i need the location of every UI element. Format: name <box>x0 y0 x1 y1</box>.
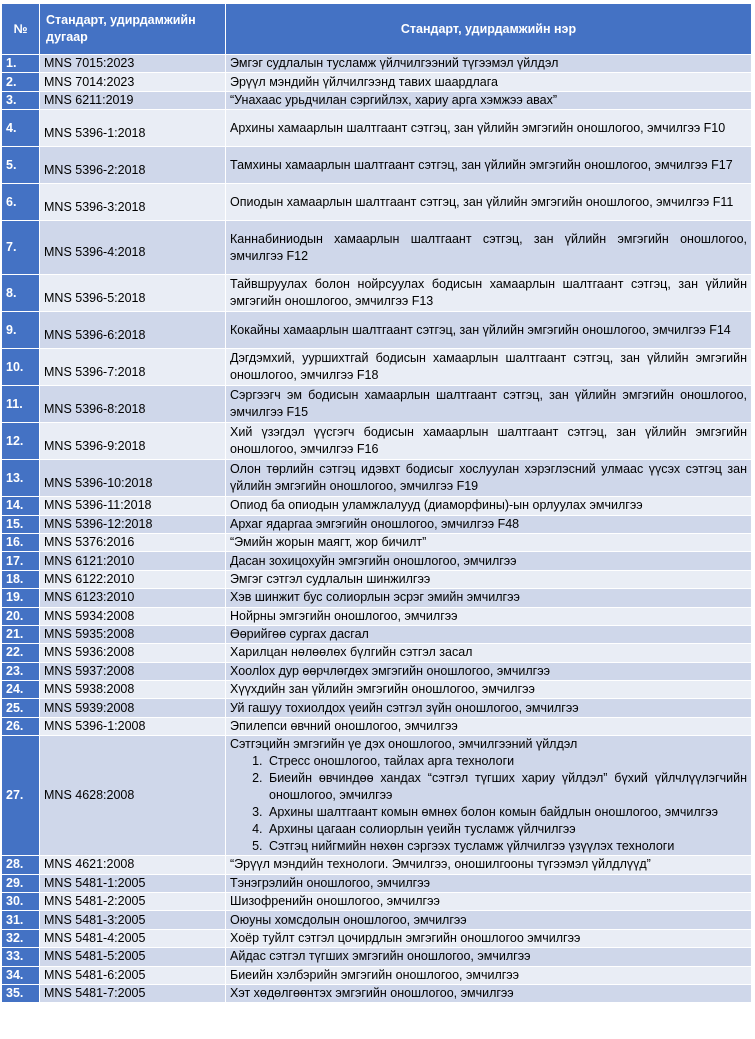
table-row <box>2 184 752 221</box>
standard-name: Эрүүл мэндийн үйлчилгээнд тавих шаардлага <box>230 74 498 89</box>
table-row <box>2 73 752 91</box>
header-standard-code: Стандарт, удирдамжийн дугаар <box>40 4 226 55</box>
standard-code: MNS 5481-1:2005 <box>40 874 226 892</box>
standard-code: MNS 5396-1:2008 <box>40 717 226 735</box>
standard-name: Эмгэг сэтгэл судлалын шинжилгээ <box>230 571 431 586</box>
row-number: 31. <box>2 911 40 929</box>
standard-code: MNS 5396-6:2018 <box>40 312 226 349</box>
standard-name-cell <box>226 147 752 184</box>
table-header-row <box>2 4 752 55</box>
row-number: 7. <box>2 221 40 275</box>
standard-code: MNS 5396-1:2018 <box>40 110 226 147</box>
standard-name: Хий үзэгдэл үүсгэгч бодисын хамаарлын шалтгаант сэтгэц, зан үйлийн эмгэгийн оношлогоо, эмчилгээ F16 <box>230 425 747 457</box>
row-number: 33. <box>2 948 40 966</box>
standard-name: Архаг ядаргаа эмгэгийн оношлогоо, эмчилгээ F48 <box>230 516 520 531</box>
standard-name-cell <box>226 552 752 570</box>
standard-name-cell <box>226 644 752 662</box>
table-row <box>2 533 752 551</box>
table-row <box>2 874 752 892</box>
row-number: 18. <box>2 570 40 588</box>
standard-name-cell <box>226 275 752 312</box>
standard-code: MNS 5481-2:2005 <box>40 893 226 911</box>
row-number: 11. <box>2 386 40 423</box>
standard-name: Өөрийгөө сургах дасгал <box>230 627 369 642</box>
standard-name: Опиод ба опиодын уламжлалууд (диаморфины)-ын орлуулах эмчилгээ <box>230 498 643 513</box>
standard-name: Хоёр туйлт сэтгэл цочирдлын эмгэгийн оношлогоо эмчилгээ <box>230 931 581 945</box>
row-number: 19. <box>2 589 40 607</box>
standard-code: MNS 5396-11:2018 <box>40 497 226 515</box>
standard-name: Хэт хөдөлгөөнтэх эмгэгийн оношлогоо, эмчилгээ <box>230 986 514 1001</box>
sub-item: 2. Биеийн өвчиндөө хандах “сэтгэл түгших хариу үйлдэл” бүхий үйлчлүүлэгчийн оношлогоо, эмчилгээ <box>266 770 747 804</box>
table-row <box>2 607 752 625</box>
standard-name-cell <box>226 386 752 423</box>
standard-name-cell <box>226 625 752 643</box>
standard-name-cell <box>226 533 752 551</box>
table-row <box>2 736 752 856</box>
row-number: 32. <box>2 929 40 947</box>
standard-name: Нойрны эмгэгийн оношлогоо, эмчилгээ <box>230 608 458 623</box>
table-row <box>2 312 752 349</box>
standard-code: MNS 5376:2016 <box>40 533 226 551</box>
standard-name-cell <box>226 662 752 680</box>
standard-name-cell <box>226 423 752 460</box>
standard-name: Архины хамаарлын шалтгаант сэтгэц, зан үйлийн эмгэгийн оношлогоо, эмчилгээ F10 <box>230 120 726 135</box>
standard-code: MNS 5481-3:2005 <box>40 911 226 929</box>
table-body <box>2 55 752 1003</box>
standard-name: Хүүхдийн зан үйлийн эмгэгийн оношлогоо, эмчилгээ <box>230 682 535 697</box>
row-number: 9. <box>2 312 40 349</box>
table-row <box>2 386 752 423</box>
sub-item: 1. Стресс оношлогоо, тайлах арга технологи <box>266 753 747 770</box>
standard-name: Айдас сэтгэл түгших эмгэгийн оношлогоо, эмчилгээ <box>230 949 531 964</box>
row-number: 2. <box>2 73 40 91</box>
standard-name-cell <box>226 515 752 533</box>
standard-code: MNS 5396-4:2018 <box>40 221 226 275</box>
standard-name-cell <box>226 460 752 497</box>
table-row <box>2 589 752 607</box>
standard-name-cell <box>226 966 752 984</box>
standard-name: Биеийн хэлбэрийн эмгэгийн оношлогоо, эмчилгээ <box>230 967 520 982</box>
table-row <box>2 110 752 147</box>
standard-name-cell <box>226 874 752 892</box>
standard-name: Опиодын хамаарлын шалтгаант сэтгэц, зан үйлийн эмгэгийн оношлогоо, эмчилгээ F11 <box>230 194 734 209</box>
standard-name: Дэгдэмхий, ууршихтгай бодисын хамаарлын шалтгаант сэтгэц, зан үйлийн эмгэгийн оношлогоо, эмчилгээ F18 <box>230 351 747 383</box>
standard-name-cell <box>226 893 752 911</box>
table-row <box>2 349 752 386</box>
table-row <box>2 929 752 947</box>
table-row <box>2 515 752 533</box>
row-number: 10. <box>2 349 40 386</box>
standard-name-cell <box>226 55 752 73</box>
standard-code: MNS 5396-9:2018 <box>40 423 226 460</box>
standard-name: Сэтгэцийн эмгэгийн үе дэх оношлогоо, эмчилгээний үйлдэл <box>230 737 578 752</box>
standard-name-cell <box>226 717 752 735</box>
standard-name-cell <box>226 856 752 874</box>
table-row <box>2 221 752 275</box>
standard-code: MNS 6211:2019 <box>40 91 226 109</box>
standard-name: Сэргээгч эм бодисын хамаарлын шалтгаант сэтгэц, зан үйлийн эмгэгийн оношлогоо, эмчилгээ F15 <box>230 388 747 420</box>
row-number: 3. <box>2 91 40 109</box>
standard-code: MNS 5481-5:2005 <box>40 948 226 966</box>
row-number: 29. <box>2 874 40 892</box>
standard-name: Каннабиниодын хамаарлын шалтгаант сэтгэц, зан үйлийн эмгэгийн оношлогоо, эмчилгээ F12 <box>230 231 747 263</box>
standard-name-cell <box>226 91 752 109</box>
standard-name: Кокайны хамаарлын шалтгаант сэтгэц, зан үйлийн эмгэгийн оношлогоо, эмчилгээ F14 <box>230 322 731 337</box>
table-row <box>2 893 752 911</box>
header-number: № <box>2 4 40 55</box>
sub-item: 3. Архины шалтгаант комын өмнөх болон комын байдлын оношлогоо, эмчилгээ <box>266 804 747 821</box>
sub-item-list <box>230 753 747 855</box>
standard-code: MNS 5396-10:2018 <box>40 460 226 497</box>
standard-name: Шизофренийн оношлогоо, эмчилгээ <box>230 894 440 909</box>
standard-code: MNS 5937:2008 <box>40 662 226 680</box>
standard-name: Уй гашуу тохиолдох үеийн сэтгэл зүйн оношлогоо, эмчилгээ <box>230 700 579 715</box>
standard-name-cell <box>226 736 752 856</box>
row-number: 17. <box>2 552 40 570</box>
row-number: 24. <box>2 681 40 699</box>
row-number: 13. <box>2 460 40 497</box>
standard-name: Тайвшруулах болон нойрсуулах бодисын хамаарлын шалтгаант сэтгэц, зан үйлийн эмгэгийн оношлогоо, эмчилгээ F13 <box>230 277 747 309</box>
standard-name-cell <box>226 184 752 221</box>
row-number: 23. <box>2 662 40 680</box>
standard-code: MNS 5396-8:2018 <box>40 386 226 423</box>
standard-name: Эпилепси өвчний оношлогоо, эмчилгээ <box>230 719 458 734</box>
standard-name: “Унахаас урьдчилан сэргийлэх, хариу арга хэмжээ авах” <box>230 92 558 107</box>
row-number: 14. <box>2 497 40 515</box>
standard-code: MNS 5936:2008 <box>40 644 226 662</box>
standard-name: “Эрүүл мэндийн технологи. Эмчилгээ, оношилгооны түгээмэл үйлдлүүд” <box>230 857 651 872</box>
row-number: 21. <box>2 625 40 643</box>
standard-name-cell <box>226 221 752 275</box>
standard-name: Тамхины хамаарлын шалтгаант сэтгэц, зан үйлийн эмгэгийн оношлогоо, эмчилгээ F17 <box>230 157 733 172</box>
standard-name-cell <box>226 589 752 607</box>
standard-name: “Эмийн жорын маягт, жор бичилт” <box>230 535 427 550</box>
table-row <box>2 644 752 662</box>
table-row <box>2 856 752 874</box>
row-number: 20. <box>2 607 40 625</box>
row-number: 5. <box>2 147 40 184</box>
sub-item: 5. Сэтгэц нийгмийн нөхөн сэргээх тусламж үйлчилгээ үзүүлэх технологи <box>266 838 747 855</box>
table-row <box>2 55 752 73</box>
standard-name-cell <box>226 73 752 91</box>
table-row <box>2 699 752 717</box>
table-row <box>2 552 752 570</box>
standard-name: Хоолloх дур өөрчлөгдөх эмгэгийн оношлогоо, эмчилгээ <box>230 663 550 678</box>
standard-code: MNS 6123:2010 <box>40 589 226 607</box>
row-number: 15. <box>2 515 40 533</box>
standard-name-cell <box>226 699 752 717</box>
table-row <box>2 948 752 966</box>
row-number: 30. <box>2 893 40 911</box>
standard-name-cell <box>226 929 752 947</box>
standard-code: MNS 5481-6:2005 <box>40 966 226 984</box>
standard-name: Харилцан нөлөөлөх бүлгийн сэтгэл засал <box>230 645 473 660</box>
table-row <box>2 147 752 184</box>
standard-name: Эмгэг судлалын тусламж үйлчилгээний түгээмэл үйлдэл <box>230 56 559 71</box>
standard-name: Дасан зохицохуйн эмгэгийн оношлогоо, эмчилгээ <box>230 553 517 568</box>
standard-name-cell <box>226 607 752 625</box>
standard-code: MNS 5396-7:2018 <box>40 349 226 386</box>
row-number: 34. <box>2 966 40 984</box>
standard-code: MNS 4621:2008 <box>40 856 226 874</box>
standard-name-cell <box>226 497 752 515</box>
standard-name-cell <box>226 911 752 929</box>
row-number: 12. <box>2 423 40 460</box>
standard-name-cell <box>226 948 752 966</box>
table-row <box>2 662 752 680</box>
standard-code: MNS 6122:2010 <box>40 570 226 588</box>
standard-name: Тэнэгрэлийн оношлогоо, эмчилгээ <box>230 875 430 890</box>
table-row <box>2 966 752 984</box>
standard-code: MNS 5396-3:2018 <box>40 184 226 221</box>
standard-code: MNS 5939:2008 <box>40 699 226 717</box>
row-number: 16. <box>2 533 40 551</box>
table-row <box>2 717 752 735</box>
sub-item: 4. Архины цагаан солиорлын үеийн тусламж үйлчилгээ <box>266 821 747 838</box>
standard-code: MNS 5396-12:2018 <box>40 515 226 533</box>
row-number: 8. <box>2 275 40 312</box>
standard-name-cell <box>226 570 752 588</box>
table-row <box>2 423 752 460</box>
row-number: 35. <box>2 984 40 1002</box>
standard-code: MNS 6121:2010 <box>40 552 226 570</box>
row-number: 27. <box>2 736 40 856</box>
standard-name: Хэв шинжит бус солиорлын эсрэг эмийн эмчилгээ <box>230 590 520 605</box>
row-number: 26. <box>2 717 40 735</box>
table-row <box>2 625 752 643</box>
row-number: 22. <box>2 644 40 662</box>
row-number: 1. <box>2 55 40 73</box>
table-row <box>2 911 752 929</box>
header-standard-name: Стандарт, удирдамжийн нэр <box>226 4 752 55</box>
table-row <box>2 570 752 588</box>
standard-code: MNS 5481-4:2005 <box>40 929 226 947</box>
row-number: 28. <box>2 856 40 874</box>
standard-name-cell <box>226 110 752 147</box>
row-number: 4. <box>2 110 40 147</box>
standard-code: MNS 7015:2023 <box>40 55 226 73</box>
table-row <box>2 681 752 699</box>
standard-name-cell <box>226 349 752 386</box>
standard-code: MNS 5938:2008 <box>40 681 226 699</box>
standard-code: MNS 5481-7:2005 <box>40 984 226 1002</box>
table-row <box>2 497 752 515</box>
standard-name: Оюуны хомсдолын оношлогоо, эмчилгээ <box>230 912 467 927</box>
standard-code: MNS 5934:2008 <box>40 607 226 625</box>
standards-table <box>1 3 752 1003</box>
table-row <box>2 275 752 312</box>
standard-name-cell <box>226 681 752 699</box>
standard-name-cell <box>226 312 752 349</box>
table-row <box>2 984 752 1002</box>
row-number: 6. <box>2 184 40 221</box>
standard-name-cell <box>226 984 752 1002</box>
standard-code: MNS 5935:2008 <box>40 625 226 643</box>
standard-code: MNS 4628:2008 <box>40 736 226 856</box>
row-number: 25. <box>2 699 40 717</box>
standard-code: MNS 5396-2:2018 <box>40 147 226 184</box>
table-row <box>2 91 752 109</box>
table-row <box>2 460 752 497</box>
standard-name: Олон төрлийн сэтгэц идэвхт бодисыг хослуулан хэрэглэсний улмаас үүсэх сэтгэц зан үйлийн эмгэгийн оношлогоо, эмчилгээ F19 <box>230 462 747 494</box>
standard-code: MNS 7014:2023 <box>40 73 226 91</box>
standard-code: MNS 5396-5:2018 <box>40 275 226 312</box>
